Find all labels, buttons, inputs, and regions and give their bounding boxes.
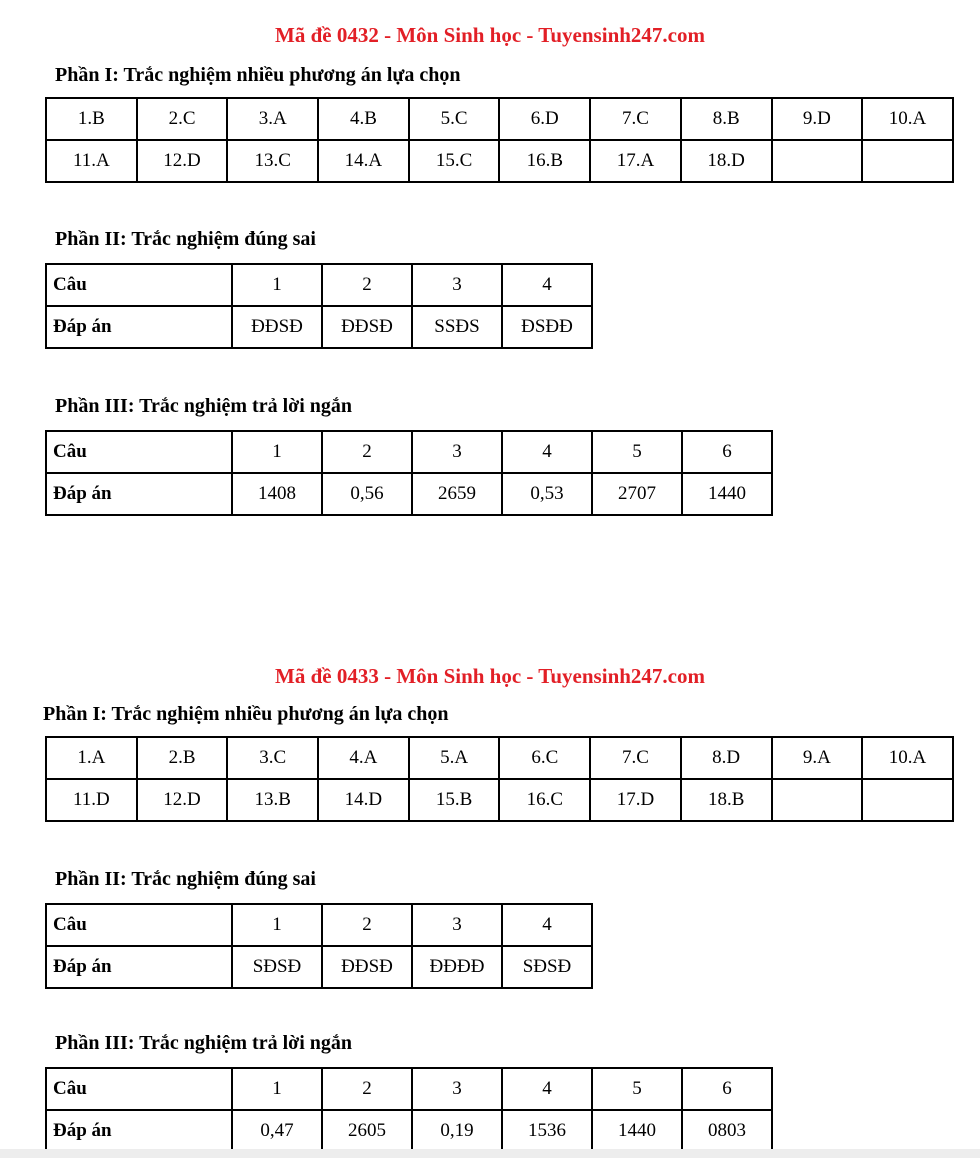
- exam-title: Mã đề 0433 - Môn Sinh học - Tuyensinh247.com: [275, 664, 705, 688]
- question-number-cell: 3: [412, 904, 502, 946]
- table-row: [46, 140, 953, 182]
- part2-answers-table: [45, 263, 593, 349]
- answer-cell: [862, 140, 953, 182]
- answer-cell: 3.A: [227, 98, 318, 140]
- answer-cell: 5.A: [409, 737, 500, 779]
- answer-cell: 8.D: [681, 737, 772, 779]
- answer-cell: 1440: [682, 473, 772, 515]
- question-number-cell: 1: [232, 431, 322, 473]
- question-number-cell: 2: [322, 904, 412, 946]
- answer-label-cell: Đáp án: [46, 1110, 232, 1152]
- question-number-cell: 2: [322, 264, 412, 306]
- answer-cell: 14.D: [318, 779, 409, 821]
- answer-cell: 16.B: [499, 140, 590, 182]
- row-label-cell: Câu: [46, 904, 232, 946]
- question-number-cell: 4: [502, 431, 592, 473]
- answer-label-cell: Đáp án: [46, 306, 232, 348]
- page-bottom-edge: [0, 1149, 980, 1158]
- question-number-cell: 3: [412, 1068, 502, 1110]
- question-number-cell: 6: [682, 431, 772, 473]
- answer-cell: 6.C: [499, 737, 590, 779]
- question-number-cell: 3: [412, 264, 502, 306]
- table-row: [46, 1068, 772, 1110]
- table-row: [46, 1110, 772, 1152]
- question-number-cell: 4: [502, 264, 592, 306]
- part3-answers-table: [45, 430, 773, 516]
- answer-cell: 2.B: [137, 737, 228, 779]
- part3-answers-table: [45, 1067, 773, 1153]
- answer-cell: 0,47: [232, 1110, 322, 1152]
- row-label-cell: Câu: [46, 431, 232, 473]
- part3-heading: Phần III: Trắc nghiệm trả lời ngắn: [55, 395, 353, 417]
- answer-cell: 4.B: [318, 98, 409, 140]
- question-number-cell: 5: [592, 1068, 682, 1110]
- answer-cell: 17.A: [590, 140, 681, 182]
- answer-cell: 4.A: [318, 737, 409, 779]
- answer-cell: SĐSĐ: [502, 946, 592, 988]
- answer-cell: 17.D: [590, 779, 681, 821]
- answer-cell: 9.D: [772, 98, 863, 140]
- answer-cell: 16.C: [499, 779, 590, 821]
- question-number-cell: 3: [412, 431, 502, 473]
- question-number-cell: 1: [232, 264, 322, 306]
- question-number-cell: 2: [322, 431, 412, 473]
- answer-cell: SSĐS: [412, 306, 502, 348]
- answer-cell: 0803: [682, 1110, 772, 1152]
- table-row: [46, 98, 953, 140]
- table-row: [46, 306, 592, 348]
- exam-section-0432: [0, 0, 980, 516]
- answer-cell: 15.C: [409, 140, 500, 182]
- answer-cell: 6.D: [499, 98, 590, 140]
- part2-heading: Phần II: Trắc nghiệm đúng sai: [55, 868, 316, 890]
- answer-cell: 0,19: [412, 1110, 502, 1152]
- answer-cell: 13.B: [227, 779, 318, 821]
- table-row: [46, 737, 953, 779]
- table-row: [46, 473, 772, 515]
- table-row: [46, 431, 772, 473]
- answer-cell: ĐSĐĐ: [502, 306, 592, 348]
- question-number-cell: 1: [232, 904, 322, 946]
- answer-cell: 3.C: [227, 737, 318, 779]
- answer-cell: 5.C: [409, 98, 500, 140]
- answer-cell: 2.C: [137, 98, 228, 140]
- question-number-cell: 4: [502, 1068, 592, 1110]
- exam-section-0433: [0, 663, 980, 1153]
- answer-cell: 8.B: [681, 98, 772, 140]
- answer-label-cell: Đáp án: [46, 946, 232, 988]
- answer-cell: 14.A: [318, 140, 409, 182]
- row-label-cell: Câu: [46, 264, 232, 306]
- answer-cell: 2707: [592, 473, 682, 515]
- answer-cell: 18.B: [681, 779, 772, 821]
- answer-cell: 0,53: [502, 473, 592, 515]
- answer-cell: 10.A: [862, 98, 953, 140]
- answer-cell: 11.A: [46, 140, 137, 182]
- part3-heading: Phần III: Trắc nghiệm trả lời ngắn: [55, 1032, 353, 1054]
- answer-cell: 1440: [592, 1110, 682, 1152]
- answer-cell: [862, 779, 953, 821]
- question-number-cell: 4: [502, 904, 592, 946]
- answer-cell: ĐĐSĐ: [322, 306, 412, 348]
- answer-label-cell: Đáp án: [46, 473, 232, 515]
- answer-cell: 9.A: [772, 737, 863, 779]
- table-row: [46, 779, 953, 821]
- answer-cell: 7.C: [590, 98, 681, 140]
- part1-answers-table: [45, 97, 954, 183]
- answer-cell: 1.A: [46, 737, 137, 779]
- answer-cell: 1.B: [46, 98, 137, 140]
- part1-heading: Phần I: Trắc nghiệm nhiều phương án lựa chọn: [55, 64, 461, 86]
- answer-cell: 7.C: [590, 737, 681, 779]
- table-row: [46, 264, 592, 306]
- answer-cell: 2659: [412, 473, 502, 515]
- answer-cell: 1408: [232, 473, 322, 515]
- part2-answers-table: [45, 903, 593, 989]
- answer-cell: 0,56: [322, 473, 412, 515]
- answer-cell: 18.D: [681, 140, 772, 182]
- answer-cell: 1536: [502, 1110, 592, 1152]
- answer-cell: [772, 779, 863, 821]
- part1-heading: Phần I: Trắc nghiệm nhiều phương án lựa chọn: [43, 703, 449, 725]
- answer-cell: 11.D: [46, 779, 137, 821]
- row-label-cell: Câu: [46, 1068, 232, 1110]
- question-number-cell: 2: [322, 1068, 412, 1110]
- question-number-cell: 6: [682, 1068, 772, 1110]
- answer-cell: 15.B: [409, 779, 500, 821]
- answer-cell: ĐĐSĐ: [232, 306, 322, 348]
- part2-heading: Phần II: Trắc nghiệm đúng sai: [55, 228, 316, 250]
- answer-cell: 13.C: [227, 140, 318, 182]
- answer-cell: [772, 140, 863, 182]
- question-number-cell: 1: [232, 1068, 322, 1110]
- part1-answers-table: [45, 736, 954, 822]
- table-row: [46, 904, 592, 946]
- exam-title: Mã đề 0432 - Môn Sinh học - Tuyensinh247.com: [275, 23, 705, 47]
- answer-cell: 12.D: [137, 140, 228, 182]
- table-row: [46, 946, 592, 988]
- answer-cell: 10.A: [862, 737, 953, 779]
- answer-cell: ĐĐSĐ: [322, 946, 412, 988]
- question-number-cell: 5: [592, 431, 682, 473]
- answer-cell: 12.D: [137, 779, 228, 821]
- answer-cell: ĐĐĐĐ: [412, 946, 502, 988]
- answer-cell: 2605: [322, 1110, 412, 1152]
- answer-cell: SĐSĐ: [232, 946, 322, 988]
